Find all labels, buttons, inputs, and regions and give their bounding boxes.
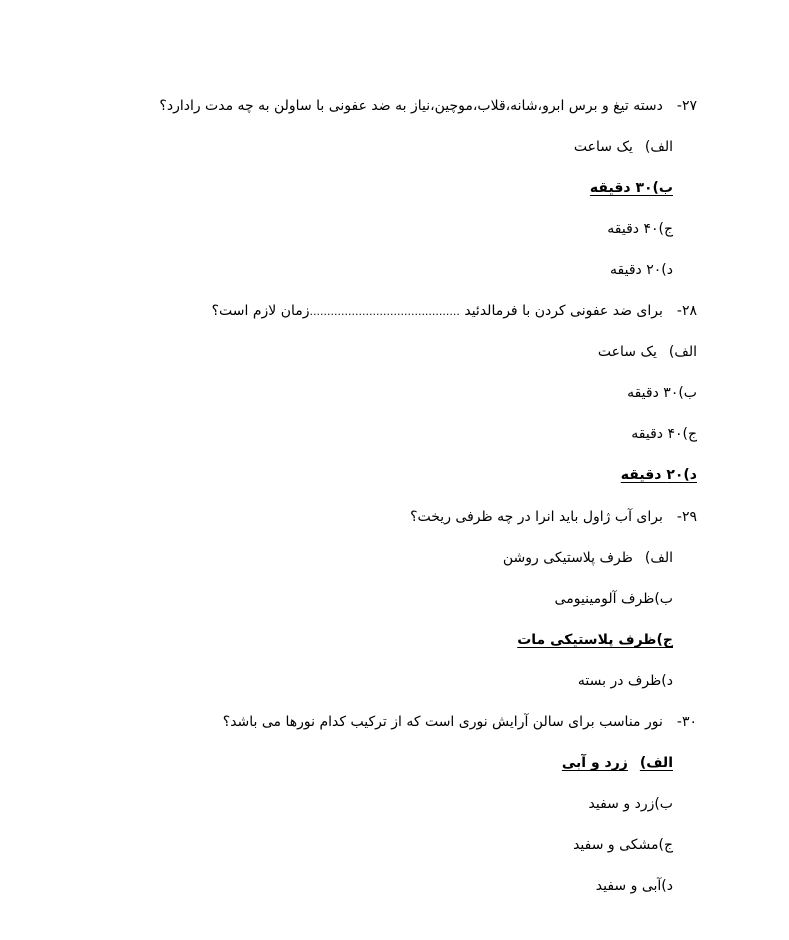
q28-option-dal-correct: د)۲۰ دقیقه: [620, 467, 697, 483]
q27-option-jim: ج)۴۰ دقیقه: [607, 221, 673, 237]
q29-option-jim-correct: ج)ظرف پلاستیکی مات: [517, 632, 673, 648]
q29-option-alef: الف)ظرف پلاستیکی روشن: [502, 550, 673, 566]
q29-option-dal: د)ظرف در بسته: [577, 673, 673, 689]
q28-option-be: ب)۳۰ دقیقه: [627, 385, 697, 401]
q27-option-dal: د)۲۰ دقیقه: [610, 262, 673, 278]
q28-option-alef: الف)یک ساعت: [597, 344, 697, 360]
q30-option-be: ب)زرد و سفید: [588, 796, 673, 812]
q28-option-jim: ج)۴۰ دقیقه: [631, 426, 697, 442]
question-text: نور مناسب برای سالن آرایش نوری است که از ترکیب کدام نورها می باشد؟: [222, 714, 663, 730]
q27-option-alef: الف)یک ساعت: [573, 139, 673, 155]
question-text: برای آب ژاول باید انرا در چه ظرفی ریخت؟: [410, 509, 663, 525]
question-number: ۲۸-: [676, 303, 697, 319]
question-number: ۲۹-: [676, 509, 697, 525]
fill-blank: ...........................................: [309, 305, 460, 318]
question-text: دسته تیغ و برس ابرو،شانه،قلاب،موچین،نیاز به ضد عفونی با ساولن به چه مدت رادارد؟: [159, 98, 663, 114]
q29-option-be: ب)ظرف آلومینیومی: [554, 591, 673, 607]
q30-option-dal: د)آبی و سفید: [595, 878, 673, 894]
question-number: ۳۰-: [676, 714, 697, 730]
question-30: [223, 712, 697, 732]
question-29: [410, 507, 697, 527]
q27-option-be-correct: ب)۳۰ دقیقه: [589, 180, 673, 196]
q30-option-jim: ج)مشکی و سفید: [573, 837, 673, 853]
question-number: ۲۷-: [676, 98, 697, 114]
q30-option-alef-correct: الف)زرد و آبی: [561, 755, 673, 771]
question-28: ۲۸-برای ضد عفونی کردن با فرمالدئید ...........................................زمان لازم است؟: [211, 303, 697, 319]
question-27: [159, 96, 697, 116]
